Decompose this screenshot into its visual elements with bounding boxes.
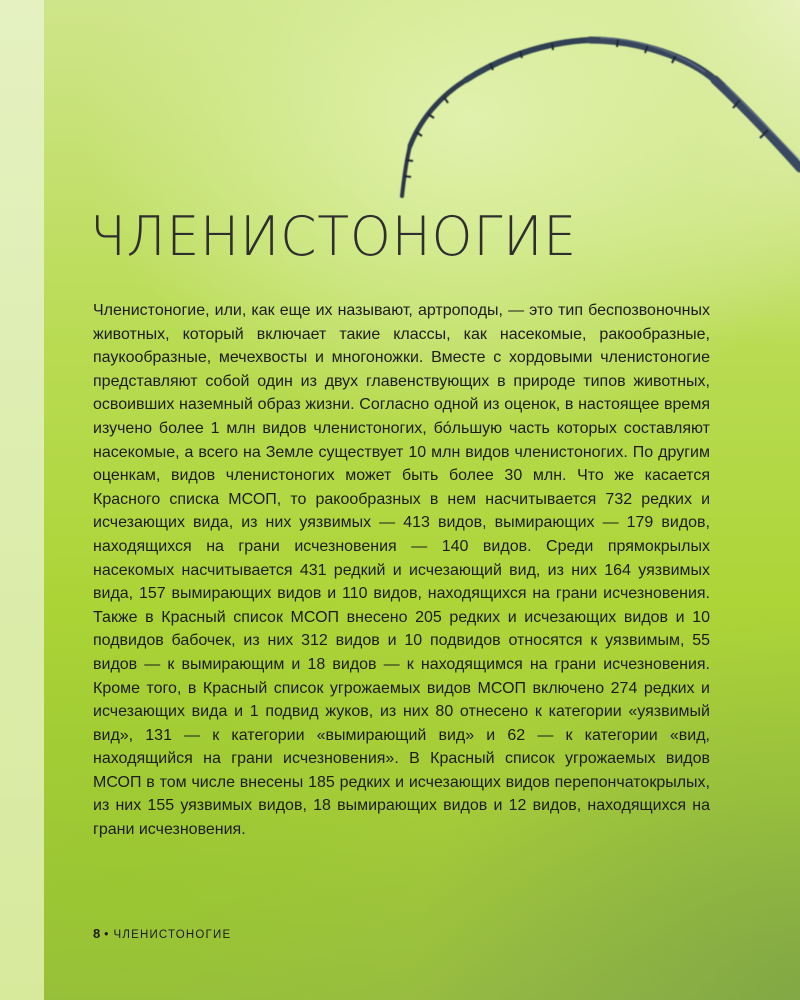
footer-section-title: ЧЛЕНИСТОНОГИЕ bbox=[113, 929, 232, 941]
page-number: 8 bbox=[93, 926, 101, 941]
antenna-segments bbox=[402, 38, 800, 196]
page-footer bbox=[93, 926, 231, 941]
body-paragraph: Членистоногие, или, как еще их называют, артроподы, — это тип беспозвоночных животных, который включает такие классы, как насекомые, ракообразные, паукообразные, мечехвосты и многоножки. Вместе с хордовыми членистоногие представляют собой один из двух главенствующих в природе типов животных, освоивших наземный образ жизни. Согласно одной из оценок, в настоящее время изучено более 1 млн видов членистоногих, бо́льшую часть которых составляют насекомые, а всего на Земле существует 10 млн видов членистоногих. По другим оценкам, видов членистоногих может быть более 30 млн. Что же касается Красного списка МСОП, то ракообразных в нем насчитывается 732 редких и исчезающих вида, из них уязвимых — 413 видов, вымирающих — 179 видов, находящихся на грани исчезновения — 140 видов. Среди прямокрылых насекомых насчитывается 431 редкий и исчезающий вид, из них 164 уязвимых вида, 157 вымирающих видов и 110 видов, находящихся на грани исчезновения. Также в Красный список МСОП внесено 205 редких и исчезающих видов и 10 подвидов бабочек, из них 312 видов и 10 подвидов относятся к уязвимым, 55 видов — к вымирающим и 18 видов — к находящимся на грани исчезновения. Кроме того, в Красный список угрожаемых видов МСОП включено 274 редких и исчезающих вида и 1 подвид жуков, из них 80 отнесено к категории «уязвимый вид», 131 — к категории «вымирающий вид» и 62 — к категории «вид, находящийся на грани исчезновения». В Красный список угрожаемых видов МСОП в том числе внесены 185 редких и исчезающих видов перепончатокрылых, из них 155 уязвимых видов, 18 вымирающих видов и 12 видов, находящихся на грани исчезновения. bbox=[93, 302, 710, 839]
footer-separator: • bbox=[104, 929, 110, 941]
page-title: ЧЛЕНИСТОНОГИЕ bbox=[90, 205, 578, 268]
page-margin-strip bbox=[0, 0, 44, 1000]
